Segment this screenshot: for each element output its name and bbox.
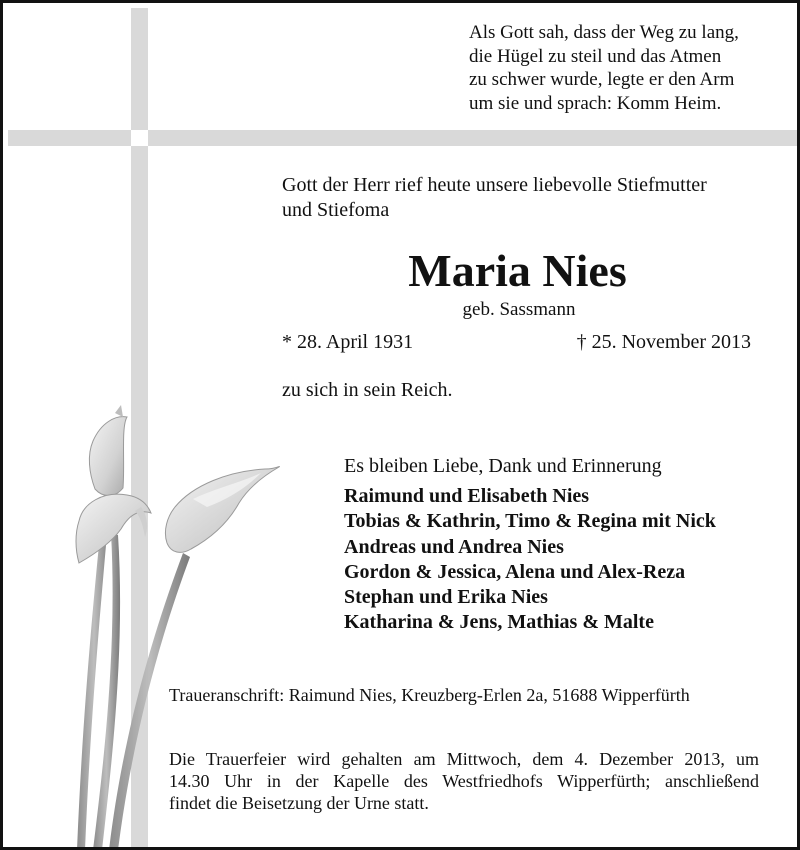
mourner-entry: Katharina & Jens, Mathias & Malte bbox=[344, 611, 654, 634]
maiden-name: geb. Sassmann bbox=[462, 299, 576, 320]
poem-line: zu schwer wurde, legte er den Arm bbox=[469, 69, 735, 90]
mourning-address: Traueranschrift: Raimund Nies, Kreuzberg-Erlen 2a, 51688 Wipperfürth bbox=[169, 685, 690, 705]
ceremony-line: 14.30 Uhr in der Kapelle des Westfriedhofs Wipperfürth; anschließend bbox=[169, 771, 759, 791]
birth-date: * 28. April 1931 bbox=[282, 331, 414, 353]
closing-text: zu sich in sein Reich. bbox=[282, 379, 453, 401]
mourner-entry: Tobias & Kathrin, Timo & Regina mit Nick bbox=[344, 510, 716, 533]
cross-horizontal-bar bbox=[8, 130, 798, 146]
mourner-entry: Andreas und Andrea Nies bbox=[344, 535, 564, 558]
ceremony-line: findet die Beisetzung der Urne statt. bbox=[169, 793, 429, 813]
mourners-intro: Es bleiben Liebe, Dank und Erinnerung bbox=[344, 455, 662, 477]
ceremony-info bbox=[169, 748, 759, 814]
intro-line: und Stiefoma bbox=[282, 199, 390, 221]
death-date: † 25. November 2013 bbox=[576, 331, 751, 353]
deceased-name: Maria Nies bbox=[408, 245, 627, 296]
poem-line: Als Gott sah, dass der Weg zu lang, bbox=[469, 22, 739, 43]
cross-intersection bbox=[131, 130, 148, 146]
poem-line: um sie und sprach: Komm Heim. bbox=[469, 92, 722, 114]
intro-line: Gott der Herr rief heute unsere liebevolle Stiefmutter bbox=[282, 174, 707, 196]
mourners-list bbox=[344, 484, 716, 636]
poem-quote bbox=[469, 21, 739, 115]
ceremony-line: Die Trauerfeier wird gehalten am Mittwoch, dem 4. Dezember 2013, um bbox=[169, 749, 759, 769]
mourner-entry: Raimund und Elisabeth Nies bbox=[344, 485, 590, 507]
mourner-entry: Stephan und Erika Nies bbox=[344, 586, 548, 609]
mourner-entry: Gordon & Jessica, Alena und Alex-Reza bbox=[344, 560, 686, 583]
intro-text bbox=[282, 173, 707, 223]
poem-line: die Hügel zu steil und das Atmen bbox=[469, 45, 722, 67]
